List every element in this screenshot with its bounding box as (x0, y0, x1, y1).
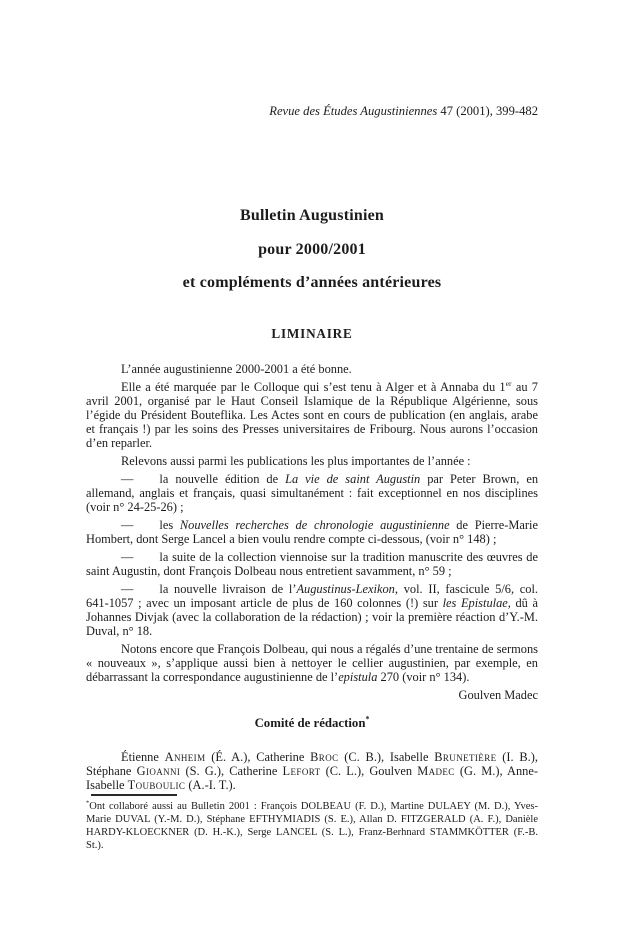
journal-header: Revue des Études Augustiniennes 47 (2001), 399-482 (269, 104, 538, 118)
footnote-text: *Ont collaboré aussi au Bulletin 2001 : François DOLBEAU (F. D.), Martine DULAEY (M. D.), Yves-Marie DUVAL (Y.-M. D.), Stéphane EFTHYMIADIS (S. E.), Allan D. FITZGERALD (A. F.), Danièle HARDY-KLOECKNER (D. H.-K.), Serge LANCEL (S. L.), Franz-Berhnard STAMMKÖTTER (F.-B. St.). (86, 799, 538, 851)
paragraph-dolbeau: Notons encore que François Dolbeau, qui nous a régalés d’une trentaine de sermons « nouveaux », s’applique aussi bien à nettoyer le cellier augustinien, par exemple, en débarrassant la correspondance augustinienne de l’epistula 270 (voir n° 134). (86, 642, 538, 684)
list-item-nouvelles-recherches: — les Nouvelles recherches de chronologie augustinienne de Pierre-Marie Hombert, dont Serge Lancel a bien voulu rendre compte ci-dessous, (voir n° 148) ; (86, 518, 538, 546)
footnote (86, 794, 538, 852)
committee-heading: Comité de rédaction* (254, 714, 370, 730)
section-heading-liminaire: LIMINAIRE (271, 326, 353, 341)
list-item-augustinus-lexikon: — la nouvelle livraison de l’Augustinus-Lexikon, vol. II, fascicule 5/6, col. 641-1057 ; avec un imposant article de plus de 160 colonnes (!) sur les Epistulae, dû à Johannes Divjak (avec la collaboration de la rédaction) ; voir la première réaction d’Y.-M. Duval, n° 18. (86, 582, 538, 638)
footnote-rule (91, 794, 177, 796)
paragraph-publications-intro: Relevons aussi parmi les publications les plus importantes de l’année : (121, 454, 471, 468)
paragraph-opening: L’année augustinienne 2000-2001 a été bonne. (121, 362, 352, 376)
page-title-line-1: Bulletin Augustinien (239, 207, 385, 224)
page-title-line-2: pour 2000/2001 (258, 241, 366, 258)
signature-goulven-madec: Goulven Madec (458, 688, 538, 702)
list-item-vie-de-saint-augustin: — la nouvelle édition de La vie de saint Augustin par Peter Brown, en allemand, anglais et français, quasi simultanément : fait exceptionnel en nos disciplines (voir n° 24-25-26) ; (86, 472, 539, 514)
page-content (86, 0, 538, 792)
page-title-line-3: et compléments d’années antérieures (182, 274, 442, 291)
paragraph-colloque: Elle a été marquée par le Colloque qui s’est tenu à Alger et à Annaba du 1er au 7 avril 2001, organisé par le Haut Conseil Islamique de la République Algérienne, sous l’égide du Président Bouteflika. Les Actes sont en cours de publication (en anglais, arabe et français !) par les soins des Presses universitaires de Fribourg. Nous aurons l’occasion d’en reparler. (86, 378, 538, 450)
list-item-collection-viennoise: — la suite de la collection viennoise sur la tradition manuscrite des œuvres de saint Augustin, dont François Dolbeau nous entretient savamment, n° 59 ; (86, 550, 538, 578)
committee-names: Étienne Anheim (É. A.), Catherine Broc (C. B.), Isabelle Brunetière (I. B.), Stéphane Gioanni (S. G.), Catherine Lefort (C. L.), Goulven Madec (G. M.), Anne-Isabelle Touboulic (A.-I. T.). (86, 750, 538, 792)
